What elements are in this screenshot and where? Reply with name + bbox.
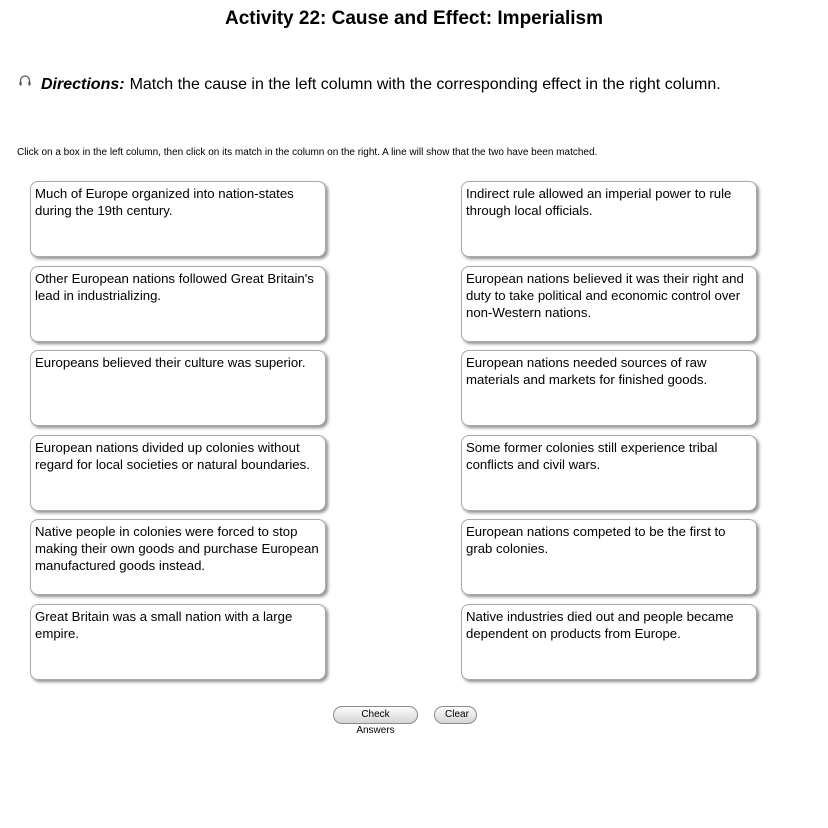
check-answers-button[interactable]: Check Answers (333, 706, 418, 724)
effect-box-1[interactable]: Indirect rule allowed an imperial power to rule through local officials. (461, 181, 757, 257)
cause-box-5[interactable]: Native people in colonies were forced to stop making their own goods and purchase European manufactured goods instead. (30, 519, 326, 595)
effect-box-5[interactable]: European nations competed to be the first to grab colonies. (461, 519, 757, 595)
effect-box-6[interactable]: Native industries died out and people became dependent on products from Europe. (461, 604, 757, 680)
page-title: Activity 22: Cause and Effect: Imperialism (224, 8, 603, 29)
directions-text: Match the cause in the left column with the corresponding effect in the right column. (129, 76, 721, 93)
action-buttons (0, 706, 828, 736)
effects-column (461, 181, 757, 689)
clear-button[interactable]: Clear (434, 706, 477, 724)
cause-box-4[interactable]: European nations divided up colonies without regard for local societies or natural boundaries. (30, 435, 326, 511)
directions (18, 76, 721, 94)
cause-box-1[interactable]: Much of Europe organized into nation-states during the 19th century. (30, 181, 326, 257)
effect-box-2[interactable]: European nations believed it was their right and duty to take political and economic control over non-Western nations. (461, 266, 757, 342)
cause-box-2[interactable]: Other European nations followed Great Britain's lead in industrializing. (30, 266, 326, 342)
cause-box-6[interactable]: Great Britain was a small nation with a large empire. (30, 604, 326, 680)
directions-label: Directions: (41, 76, 125, 93)
causes-column (30, 181, 326, 689)
headphones-icon[interactable] (18, 74, 32, 88)
effect-box-3[interactable]: European nations needed sources of raw materials and markets for finished goods. (461, 350, 757, 426)
instructions-text: Click on a box in the left column, then click on its match in the column on the right. A line will show that the two have been matched. (17, 147, 598, 158)
effect-box-4[interactable]: Some former colonies still experience tribal conflicts and civil wars. (461, 435, 757, 511)
cause-box-3[interactable]: Europeans believed their culture was superior. (30, 350, 326, 426)
